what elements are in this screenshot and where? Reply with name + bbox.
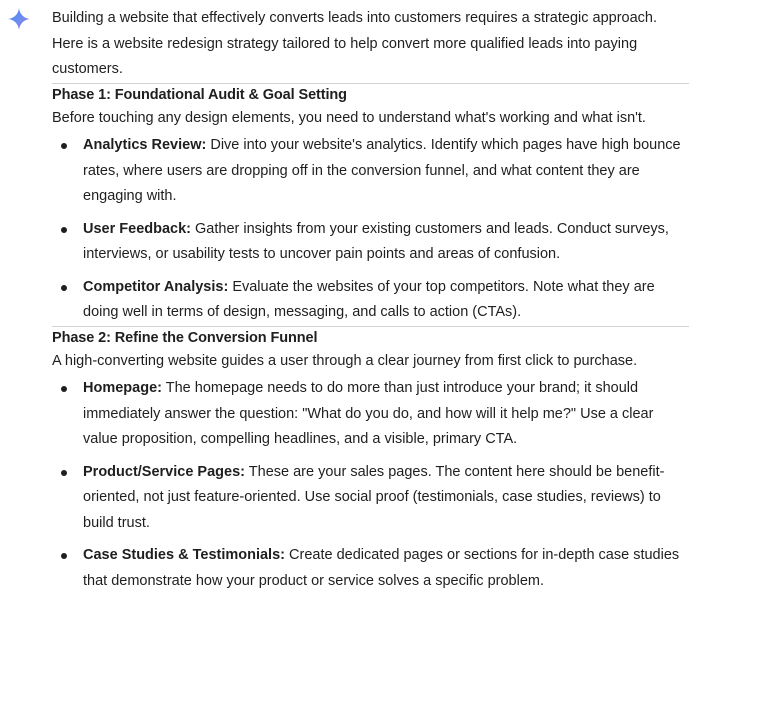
intro-paragraph: Building a website that effectively converts leads into customers requires a strategic approach. Here is a website redesign strategy tailored to help convert more qualified leads into paying customers. — [52, 10, 658, 77]
bullet-text: Gather insights from your existing customers and leads. Conduct surveys, interviews, or usability tests to uncover pain points and areas of confusion. — [83, 220, 669, 262]
bullet-icon — [61, 553, 67, 559]
bullet-text: The homepage needs to do more than just introduce your brand; it should immediately answer the question: "What do you do, and how will it help me?" Use a clear value proposition, compelling headlines, and a visible, primary CTA. — [83, 380, 654, 447]
bullet-text: Dive into your website's analytics. Identify which pages have high bounce rates, where users are dropping off in the conversion funnel, and what content they are engaging with. — [83, 137, 681, 204]
phase-heading: Phase 1: Foundational Audit & Goal Setting — [52, 86, 347, 103]
list-item — [52, 460, 689, 537]
phase-lead-paragraph: A high-converting website guides a user through a clear journey from first click to purchase. — [52, 352, 638, 369]
bullet-label: Homepage: — [83, 380, 162, 396]
bullet-text: These are your sales pages. The content here should be benefit-oriented, not just feature-oriented. Use social proof (testimonials, case studies, reviews) to build trust. — [83, 463, 665, 531]
bullet-icon — [61, 470, 67, 476]
bullet-label: User Feedback: — [83, 220, 191, 237]
bullet-label: Competitor Analysis: — [83, 278, 229, 295]
list-item — [52, 275, 689, 326]
phase-bullet-list — [52, 133, 689, 326]
list-item — [52, 376, 689, 453]
assistant-response — [52, 6, 689, 594]
bullet-icon — [61, 143, 67, 149]
list-item — [52, 543, 689, 594]
bullet-label: Case Studies & Testimonials: — [83, 547, 285, 563]
bullet-text: Create dedicated pages or sections for in-depth case studies that demonstrate how your product or service solves a specific problem. — [83, 547, 680, 589]
bullet-icon — [61, 386, 67, 392]
phase-bullet-list — [52, 376, 689, 594]
bullet-text: Evaluate the websites of your top competitors. Note what they are doing well in terms of design, messaging, and calls to action (CTAs). — [83, 278, 655, 320]
phase-heading: Phase 2: Refine the Conversion Funnel — [52, 329, 318, 346]
phase-lead-paragraph: Before touching any design elements, you need to understand what's working and what isn't. — [52, 109, 646, 126]
list-item — [52, 133, 689, 210]
list-item — [52, 217, 689, 268]
bullet-icon — [61, 285, 67, 291]
bullet-icon — [61, 227, 67, 233]
gemini-spark-icon — [8, 8, 30, 30]
bullet-label: Analytics Review: — [83, 137, 207, 153]
bullet-label: Product/Service Pages: — [83, 463, 245, 480]
